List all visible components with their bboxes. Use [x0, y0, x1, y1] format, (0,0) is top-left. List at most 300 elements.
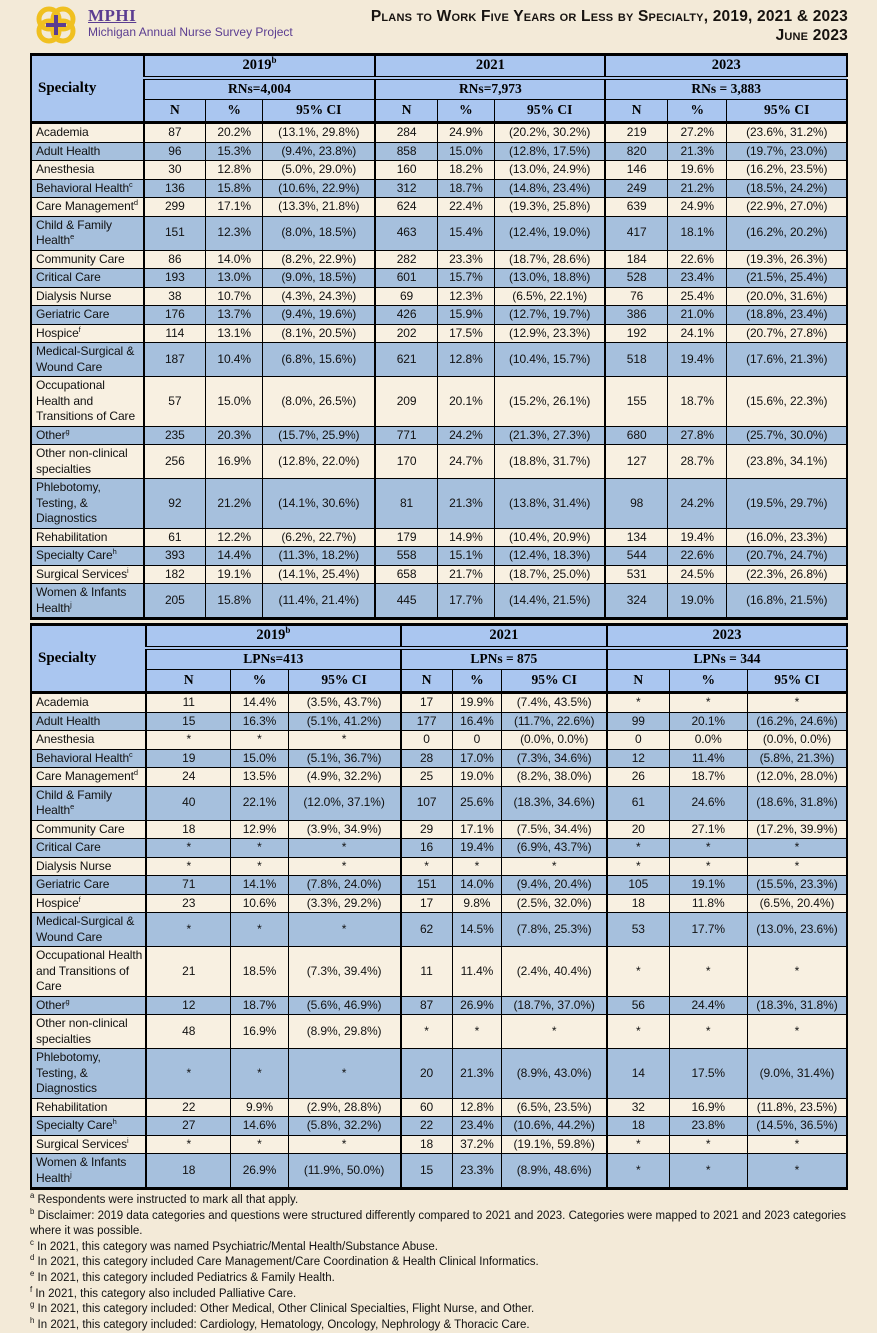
table-row	[31, 1154, 847, 1189]
data-cell: *	[146, 1135, 231, 1154]
data-cell: 105	[607, 876, 669, 895]
data-cell: (17.2%, 39.9%)	[747, 820, 847, 839]
data-cell: 10.7%	[206, 287, 263, 306]
specialty-cell: Other$^g$	[31, 426, 144, 445]
data-cell: *	[669, 947, 747, 997]
col-ci: 95% CI	[727, 100, 847, 123]
data-cell: *	[747, 1154, 847, 1189]
data-cell: 14.4%	[231, 693, 288, 713]
data-cell: 177	[401, 712, 452, 731]
data-cell: *	[146, 1049, 231, 1099]
data-cell: *	[231, 839, 288, 858]
data-cell: 18	[607, 894, 669, 913]
data-cell: 14.6%	[231, 1117, 288, 1136]
table-row	[31, 426, 847, 445]
col-ci: 95% CI	[747, 670, 847, 693]
data-cell: 528	[605, 269, 667, 288]
data-cell: 23.4%	[667, 269, 727, 288]
data-cell: 23	[146, 894, 231, 913]
data-cell: (21.5%, 25.4%)	[727, 269, 847, 288]
data-cell: 10.6%	[231, 894, 288, 913]
data-cell: 29	[401, 820, 452, 839]
data-cell: 17	[401, 693, 452, 713]
data-cell: 23.4%	[452, 1117, 502, 1136]
data-cell: *	[747, 693, 847, 713]
data-cell: 15	[146, 712, 231, 731]
data-cell: *	[502, 1015, 607, 1049]
data-cell: 19.9%	[452, 693, 502, 713]
data-cell: (8.2%, 38.0%)	[502, 768, 607, 787]
data-cell: 16.9%	[206, 445, 263, 479]
data-cell: 0	[607, 731, 669, 750]
data-cell: *	[607, 1135, 669, 1154]
data-cell: 25	[401, 768, 452, 787]
data-cell: (10.4%, 15.7%)	[494, 343, 605, 377]
data-cell: 61	[607, 786, 669, 820]
data-cell: 25.4%	[667, 287, 727, 306]
col-ci: 95% CI	[288, 670, 401, 693]
data-cell: 639	[605, 198, 667, 217]
col-n: N	[401, 670, 452, 693]
data-cell: (20.2%, 30.2%)	[494, 123, 605, 143]
data-cell: (16.0%, 23.3%)	[727, 528, 847, 547]
group-header-row	[31, 648, 847, 670]
table-row	[31, 287, 847, 306]
specialty-cell: Geriatric Care	[31, 306, 144, 325]
footnote: $^b$ Disclaimer: 2019 data categories and questions were structured differently compared to 2021 and 2023. Categories were mapped to 2021 and 2023 categories where it was possible.	[30, 1206, 847, 1238]
lpn-table-body	[31, 693, 847, 1189]
document-title	[371, 8, 848, 46]
data-cell: (14.1%, 30.6%)	[263, 479, 376, 529]
table-row	[31, 731, 847, 750]
data-cell: 0.0%	[669, 731, 747, 750]
data-cell: (20.7%, 27.8%)	[727, 324, 847, 343]
data-cell: 14.0%	[452, 876, 502, 895]
data-cell: (22.3%, 26.8%)	[727, 565, 847, 584]
specialty-cell: Specialty Care$^h$	[31, 1117, 146, 1136]
data-cell: (12.0%, 37.1%)	[288, 786, 401, 820]
table-row	[31, 179, 847, 198]
org-subtitle: Michigan Annual Nurse Survey Project	[88, 24, 293, 39]
footnote: $^a$ Respondents were instructed to mark all that apply.	[30, 1191, 299, 1206]
data-cell: (7.8%, 24.0%)	[288, 876, 401, 895]
data-cell: 324	[605, 584, 667, 619]
data-cell: 23.3%	[452, 1154, 502, 1189]
specialty-cell: Geriatric Care	[31, 876, 146, 895]
specialty-cell: Behavioral Health$^c$	[31, 179, 144, 198]
data-cell: (9.4%, 19.6%)	[263, 306, 376, 325]
specialty-cell: Care Management$^d$	[31, 768, 146, 787]
data-cell: (19.1%, 59.8%)	[502, 1135, 607, 1154]
data-cell: 24.2%	[437, 426, 494, 445]
data-cell: 16.9%	[669, 1098, 747, 1117]
data-cell: 19	[146, 749, 231, 768]
data-cell: (20.0%, 31.6%)	[727, 287, 847, 306]
data-cell: *	[669, 1154, 747, 1189]
specialty-cell: Other$^g$	[31, 996, 146, 1015]
data-cell: 256	[144, 445, 206, 479]
data-cell: 23.3%	[437, 250, 494, 269]
data-cell: 62	[401, 913, 452, 947]
data-cell: (12.8%, 17.5%)	[494, 142, 605, 161]
data-cell: 28.7%	[667, 445, 727, 479]
data-cell: 14	[607, 1049, 669, 1099]
data-cell: 71	[146, 876, 231, 895]
specialty-cell: Hospice$^f$	[31, 894, 146, 913]
data-cell: (11.7%, 22.6%)	[502, 712, 607, 731]
table-row	[31, 269, 847, 288]
data-cell: (23.6%, 31.2%)	[727, 123, 847, 143]
data-cell: (21.3%, 27.3%)	[494, 426, 605, 445]
data-cell: 445	[375, 584, 437, 619]
table-row	[31, 565, 847, 584]
data-cell: 624	[375, 198, 437, 217]
data-cell: 107	[401, 786, 452, 820]
data-cell: 38	[144, 287, 206, 306]
data-cell: (8.2%, 22.9%)	[263, 250, 376, 269]
table-row	[31, 749, 847, 768]
data-cell: (11.9%, 50.0%)	[288, 1154, 401, 1189]
data-cell: 18.7%	[667, 377, 727, 427]
data-cell: 558	[375, 547, 437, 566]
data-cell: (10.6%, 22.9%)	[263, 179, 376, 198]
footnote: $^e$ In 2021, this category included Pediatrics & Family Health.	[30, 1269, 335, 1284]
data-cell: (4.9%, 32.2%)	[288, 768, 401, 787]
data-cell: 48	[146, 1015, 231, 1049]
specialty-cell: Occupational Health and Transitions of Care	[31, 377, 144, 427]
data-cell: 17.7%	[669, 913, 747, 947]
data-cell: 14.4%	[206, 547, 263, 566]
data-cell: *	[231, 1049, 288, 1099]
data-cell: (13.8%, 31.4%)	[494, 479, 605, 529]
col-ci: 95% CI	[502, 670, 607, 693]
data-cell: (19.5%, 29.7%)	[727, 479, 847, 529]
brand-block	[30, 5, 293, 50]
brand-text	[88, 7, 293, 40]
data-cell: 56	[607, 996, 669, 1015]
data-cell: 24.9%	[667, 198, 727, 217]
data-cell: *	[669, 839, 747, 858]
data-cell: (6.9%, 43.7%)	[502, 839, 607, 858]
specialty-cell: Dialysis Nurse	[31, 287, 144, 306]
data-cell: 57	[144, 377, 206, 427]
data-cell: 249	[605, 179, 667, 198]
data-cell: *	[146, 731, 231, 750]
data-cell: 601	[375, 269, 437, 288]
data-cell: 134	[605, 528, 667, 547]
table-row	[31, 216, 847, 250]
data-cell: 15	[401, 1154, 452, 1189]
data-cell: 12.2%	[206, 528, 263, 547]
data-cell: (16.8%, 21.5%)	[727, 584, 847, 619]
specialty-cell: Adult Health	[31, 142, 144, 161]
data-cell: (6.8%, 15.6%)	[263, 343, 376, 377]
data-cell: (8.1%, 20.5%)	[263, 324, 376, 343]
data-cell: (12.8%, 22.0%)	[263, 445, 376, 479]
data-cell: 13.7%	[206, 306, 263, 325]
data-cell: 621	[375, 343, 437, 377]
data-cell: *	[288, 913, 401, 947]
data-cell: (15.5%, 23.3%)	[747, 876, 847, 895]
data-cell: (18.7%, 37.0%)	[502, 996, 607, 1015]
data-cell: 21.0%	[667, 306, 727, 325]
data-cell: 170	[375, 445, 437, 479]
data-cell: 32	[607, 1098, 669, 1117]
data-cell: 14.1%	[231, 876, 288, 895]
table-row	[31, 1117, 847, 1136]
data-cell: 21.2%	[667, 179, 727, 198]
data-cell: 24.4%	[669, 996, 747, 1015]
specialty-cell: Rehabilitation	[31, 1098, 146, 1117]
table-row	[31, 947, 847, 997]
data-cell: 60	[401, 1098, 452, 1117]
footnote: $^f$ In 2021, this category also included Palliative Care.	[30, 1284, 297, 1300]
year-header-row	[31, 55, 847, 79]
data-cell: 30	[144, 161, 206, 180]
data-cell: (15.6%, 22.3%)	[727, 377, 847, 427]
col-n: N	[144, 100, 206, 123]
col-pct: %	[206, 100, 263, 123]
data-cell: *	[146, 857, 231, 876]
specialty-cell: Anesthesia	[31, 161, 144, 180]
data-cell: 0	[452, 731, 502, 750]
data-cell: 17.5%	[437, 324, 494, 343]
specialty-cell: Surgical Services$^i$	[31, 565, 144, 584]
data-cell: (15.2%, 26.1%)	[494, 377, 605, 427]
footnote: $^d$ In 2021, this category included Care Management/Care Coordination & Health Clinical Informatics.	[30, 1253, 539, 1269]
data-cell: (2.5%, 32.0%)	[502, 894, 607, 913]
year-header-2021: 2021	[375, 55, 605, 79]
data-cell: 12.8%	[452, 1098, 502, 1117]
data-cell: 16.9%	[231, 1015, 288, 1049]
data-cell: (7.4%, 43.5%)	[502, 693, 607, 713]
mphi-knot-logo-icon	[30, 5, 82, 50]
table-row	[31, 996, 847, 1015]
data-cell: (23.8%, 34.1%)	[727, 445, 847, 479]
data-cell: (19.3%, 26.3%)	[727, 250, 847, 269]
rn-table	[30, 53, 848, 620]
column-header-row	[31, 670, 847, 693]
data-cell: 27.2%	[667, 123, 727, 143]
data-cell: 12.3%	[437, 287, 494, 306]
data-cell: 26.9%	[231, 1154, 288, 1189]
data-cell: 771	[375, 426, 437, 445]
data-cell: 182	[144, 565, 206, 584]
table-row	[31, 1015, 847, 1049]
data-cell: 16.3%	[231, 712, 288, 731]
specialty-cell: Hospice$^f$	[31, 324, 144, 343]
data-cell: 544	[605, 547, 667, 566]
data-cell: 235	[144, 426, 206, 445]
data-cell: (19.3%, 25.8%)	[494, 198, 605, 217]
data-cell: 19.0%	[452, 768, 502, 787]
data-cell: (14.5%, 36.5%)	[747, 1117, 847, 1136]
data-cell: 127	[605, 445, 667, 479]
page-header	[30, 5, 848, 52]
table-row	[31, 693, 847, 713]
data-cell: *	[288, 1135, 401, 1154]
data-cell: *	[607, 1015, 669, 1049]
data-cell: (9.0%, 18.5%)	[263, 269, 376, 288]
data-cell: 20.3%	[206, 426, 263, 445]
data-cell: (14.4%, 21.5%)	[494, 584, 605, 619]
data-cell: *	[502, 857, 607, 876]
data-cell: 17.1%	[452, 820, 502, 839]
data-cell: (16.2%, 24.6%)	[747, 712, 847, 731]
data-cell: 27.8%	[667, 426, 727, 445]
data-cell: 15.0%	[206, 377, 263, 427]
data-cell: 209	[375, 377, 437, 427]
data-cell: 96	[144, 142, 206, 161]
data-cell: (19.7%, 23.0%)	[727, 142, 847, 161]
specialty-cell: Rehabilitation	[31, 528, 144, 547]
data-cell: *	[231, 731, 288, 750]
data-cell: (6.2%, 22.7%)	[263, 528, 376, 547]
data-cell: 386	[605, 306, 667, 325]
data-cell: 25.6%	[452, 786, 502, 820]
specialty-cell: Specialty Care$^h$	[31, 547, 144, 566]
data-cell: 13.0%	[206, 269, 263, 288]
data-cell: (7.8%, 25.3%)	[502, 913, 607, 947]
data-cell: *	[747, 947, 847, 997]
specialty-cell: Care Management$^d$	[31, 198, 144, 217]
org-name: MPHI	[88, 6, 137, 25]
data-cell: 184	[605, 250, 667, 269]
table-row	[31, 786, 847, 820]
data-cell: (11.4%, 21.4%)	[263, 584, 376, 619]
table-row	[31, 876, 847, 895]
data-cell: 19.0%	[667, 584, 727, 619]
data-cell: (8.9%, 43.0%)	[502, 1049, 607, 1099]
lpn-table	[30, 623, 848, 1190]
data-cell: *	[669, 857, 747, 876]
data-cell: *	[669, 1015, 747, 1049]
year-header-2021: 2021	[401, 625, 607, 649]
data-cell: *	[607, 857, 669, 876]
data-cell: (7.3%, 34.6%)	[502, 749, 607, 768]
group-label-2021: RNs=7,973	[375, 78, 605, 100]
data-cell: 16	[401, 839, 452, 858]
data-cell: 24.1%	[667, 324, 727, 343]
data-cell: (11.3%, 18.2%)	[263, 547, 376, 566]
specialty-cell: Phlebotomy, Testing, & Diagnostics	[31, 479, 144, 529]
table-row	[31, 712, 847, 731]
data-cell: (13.0%, 23.6%)	[747, 913, 847, 947]
data-cell: *	[669, 1135, 747, 1154]
data-cell: 20.1%	[669, 712, 747, 731]
group-label-2023: LPNs = 344	[607, 648, 847, 670]
data-cell: 14.0%	[206, 250, 263, 269]
data-cell: 53	[607, 913, 669, 947]
col-pct: %	[437, 100, 494, 123]
data-cell: 15.3%	[206, 142, 263, 161]
table-row	[31, 839, 847, 858]
data-cell: 28	[401, 749, 452, 768]
data-cell: 12.3%	[206, 216, 263, 250]
data-cell: 658	[375, 565, 437, 584]
data-cell: (13.0%, 24.9%)	[494, 161, 605, 180]
data-cell: 9.9%	[231, 1098, 288, 1117]
specialty-cell: Other non-clinical specialties	[31, 445, 144, 479]
table-row	[31, 528, 847, 547]
data-cell: 10.4%	[206, 343, 263, 377]
data-cell: 15.8%	[206, 179, 263, 198]
data-cell: 22.6%	[667, 250, 727, 269]
table-row	[31, 820, 847, 839]
title-line-1: Plans to Work Five Years or Less by Specialty, 2019, 2021 & 2023	[370, 8, 848, 25]
data-cell: (14.8%, 23.4%)	[494, 179, 605, 198]
data-cell: 393	[144, 547, 206, 566]
data-cell: (9.4%, 23.8%)	[263, 142, 376, 161]
data-cell: (7.3%, 39.4%)	[288, 947, 401, 997]
data-cell: 15.0%	[437, 142, 494, 161]
data-cell: 21.2%	[206, 479, 263, 529]
data-cell: *	[607, 693, 669, 713]
data-cell: (17.6%, 21.3%)	[727, 343, 847, 377]
data-cell: (6.5%, 20.4%)	[747, 894, 847, 913]
data-cell: 312	[375, 179, 437, 198]
data-cell: 87	[144, 123, 206, 143]
table-row	[31, 894, 847, 913]
data-cell: 24.5%	[667, 565, 727, 584]
data-cell: (10.6%, 44.2%)	[502, 1117, 607, 1136]
data-cell: 114	[144, 324, 206, 343]
data-cell: 820	[605, 142, 667, 161]
data-cell: 12.9%	[231, 820, 288, 839]
data-cell: 284	[375, 123, 437, 143]
data-cell: *	[747, 857, 847, 876]
data-cell: (13.1%, 29.8%)	[263, 123, 376, 143]
data-cell: (10.4%, 20.9%)	[494, 528, 605, 547]
specialty-cell: Medical-Surgical & Wound Care	[31, 343, 144, 377]
specialty-cell: Adult Health	[31, 712, 146, 731]
col-pct: %	[667, 100, 727, 123]
data-cell: 205	[144, 584, 206, 619]
specialty-cell: Occupational Health and Transitions of Care	[31, 947, 146, 997]
data-cell: 11.8%	[669, 894, 747, 913]
data-cell: 21.3%	[667, 142, 727, 161]
data-cell: 11	[146, 693, 231, 713]
data-cell: *	[747, 1135, 847, 1154]
table-row	[31, 324, 847, 343]
data-cell: (13.0%, 18.8%)	[494, 269, 605, 288]
data-cell: 463	[375, 216, 437, 250]
table-row	[31, 857, 847, 876]
specialty-cell: Medical-Surgical & Wound Care	[31, 913, 146, 947]
year-header-2019: 2019$^b$	[144, 55, 376, 79]
data-cell: 19.4%	[452, 839, 502, 858]
data-cell: (6.5%, 22.1%)	[494, 287, 605, 306]
data-cell: 21.7%	[437, 565, 494, 584]
data-cell: 18.7%	[231, 996, 288, 1015]
specialty-cell: Behavioral Health$^c$	[31, 749, 146, 768]
data-cell: (18.8%, 31.7%)	[494, 445, 605, 479]
col-n: N	[146, 670, 231, 693]
data-cell: 18.1%	[667, 216, 727, 250]
specialty-cell: Phlebotomy, Testing, & Diagnostics	[31, 1049, 146, 1099]
data-cell: (11.8%, 23.5%)	[747, 1098, 847, 1117]
col-pct: %	[452, 670, 502, 693]
data-cell: (2.9%, 28.8%)	[288, 1098, 401, 1117]
table-row	[31, 306, 847, 325]
data-cell: 219	[605, 123, 667, 143]
data-cell: *	[747, 839, 847, 858]
data-cell: 193	[144, 269, 206, 288]
group-label-2021: LPNs = 875	[401, 648, 607, 670]
data-cell: 22.4%	[437, 198, 494, 217]
group-label-2023: RNs = 3,883	[605, 78, 847, 100]
data-cell: *	[401, 857, 452, 876]
